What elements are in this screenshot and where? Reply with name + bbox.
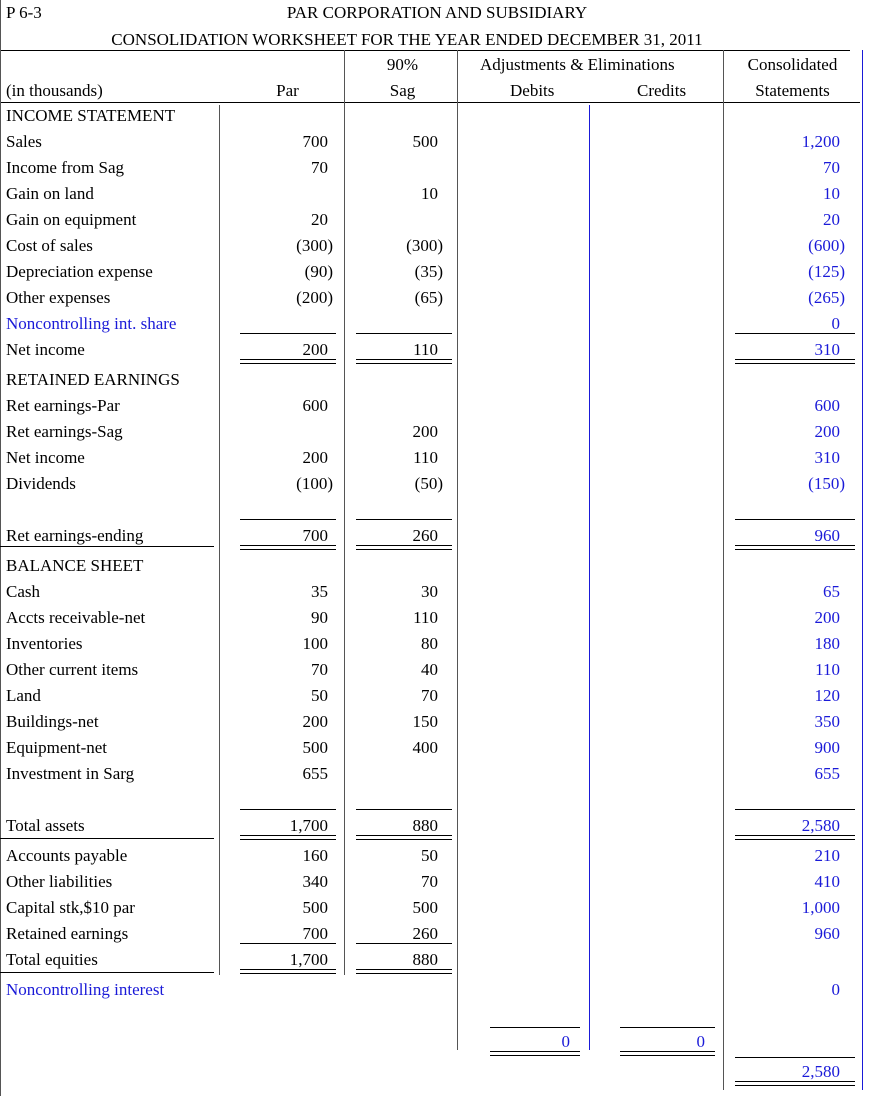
section-rule	[0, 546, 214, 547]
sag-value: 500	[412, 898, 438, 917]
par-value: 700	[302, 132, 328, 151]
section-rule	[0, 838, 214, 839]
row-label: Total assets	[6, 816, 85, 835]
section-income: INCOME STATEMENT	[6, 106, 176, 125]
cons-value: (150)	[808, 474, 845, 493]
sag-value: 70	[421, 686, 438, 705]
sag-value: (50)	[414, 474, 443, 493]
row-label: Cost of sales	[6, 236, 93, 255]
cons-value: (600)	[808, 236, 845, 255]
row-label: Net income	[6, 340, 85, 359]
total-rule	[735, 835, 855, 840]
par-value: 340	[302, 872, 328, 891]
cons-value: 210	[814, 846, 840, 865]
row-label: Accts receivable-net	[6, 608, 146, 627]
sag-value: 50	[421, 846, 438, 865]
col-label-header: (in thousands)	[6, 81, 103, 100]
sag-value: 40	[421, 660, 438, 679]
credits-subtotal-rule	[620, 1027, 715, 1028]
par-value: 500	[302, 898, 328, 917]
subtotal-rule	[735, 519, 855, 520]
debits-total: 0	[561, 1032, 570, 1051]
cons-value: 200	[814, 608, 840, 627]
sag-value: (65)	[414, 288, 443, 307]
sag-value: 110	[413, 448, 438, 467]
credits-total: 0	[696, 1032, 705, 1051]
sag-value: 880	[412, 816, 438, 835]
cons-value: 110	[815, 660, 840, 679]
subtotal-rule	[240, 519, 336, 520]
cons-value: 180	[814, 634, 840, 653]
sep-debits	[589, 105, 590, 1050]
row-label: Equipment-net	[6, 738, 108, 757]
par-value: 70	[311, 660, 328, 679]
par-value: 200	[302, 448, 328, 467]
column-header-rule	[0, 102, 860, 103]
par-value: 160	[302, 846, 328, 865]
sag-value: 70	[421, 872, 438, 891]
cons-grand-total-rule	[735, 1081, 855, 1086]
sep-par	[344, 50, 345, 975]
worksheet-title: CONSOLIDATION WORKSHEET FOR THE YEAR ENDED DECEMBER 31, 2011	[111, 30, 703, 49]
sag-value: 260	[412, 526, 438, 545]
sag-value: 110	[413, 340, 438, 359]
row-label: Total equities	[6, 950, 98, 969]
cons-value: 350	[814, 712, 840, 731]
problem-code: P 6-3	[6, 3, 42, 22]
cons-value: 0	[831, 314, 840, 333]
par-value: 1,700	[289, 816, 328, 835]
left-border	[0, 0, 1, 1096]
row-label: Inventories	[6, 634, 83, 653]
row-label: Ret earnings-Sag	[6, 422, 123, 441]
row-label: Retained earnings	[6, 924, 129, 943]
par-value: (100)	[296, 474, 333, 493]
cons-value: 120	[814, 686, 840, 705]
sep-cons	[862, 50, 863, 1090]
cons-value: 1,200	[801, 132, 840, 151]
row-label: Ret earnings-ending	[6, 526, 144, 545]
row-label: Noncontrolling interest	[6, 980, 165, 999]
col-sag-pct: 90%	[386, 55, 419, 74]
cons-value: 310	[814, 340, 840, 359]
subtotal-rule	[735, 333, 855, 334]
par-value: 90	[311, 608, 328, 627]
par-value: 20	[311, 210, 328, 229]
sag-value: 10	[421, 184, 438, 203]
col-cons-header-1: Consolidated	[747, 55, 838, 74]
row-label: Dividends	[6, 474, 76, 493]
row-label: Depreciation expense	[6, 262, 153, 281]
col-sag-header: Sag	[389, 81, 416, 100]
cons-value: (125)	[808, 262, 845, 281]
row-label: Other liabilities	[6, 872, 113, 891]
par-value: 700	[302, 924, 328, 943]
sag-value: 400	[412, 738, 438, 757]
sag-value: 500	[412, 132, 438, 151]
section-rule	[0, 972, 214, 973]
row-label: Noncontrolling int. share	[6, 314, 177, 333]
total-rule	[735, 359, 855, 364]
par-value: 70	[311, 158, 328, 177]
par-value: (90)	[304, 262, 333, 281]
par-value: (300)	[296, 236, 333, 255]
sag-value: 80	[421, 634, 438, 653]
cons-value: 70	[823, 158, 840, 177]
row-label: Capital stk,$10 par	[6, 898, 135, 917]
par-value: 35	[311, 582, 328, 601]
cons-value: 2,580	[801, 816, 840, 835]
par-value: 600	[302, 396, 328, 415]
cons-value: 20	[823, 210, 840, 229]
section-balance: BALANCE SHEET	[6, 556, 144, 575]
sag-value: 880	[412, 950, 438, 969]
sag-value: (35)	[414, 262, 443, 281]
row-label: Income from Sag	[6, 158, 125, 177]
col-cons-header-2: Statements	[755, 81, 830, 100]
cons-value: 1,000	[801, 898, 840, 917]
total-rule	[356, 835, 452, 840]
cons-value: 900	[814, 738, 840, 757]
row-label: Cash	[6, 582, 40, 601]
cons-value: 200	[814, 422, 840, 441]
subtotal-rule	[356, 519, 452, 520]
cons-value: 10	[823, 184, 840, 203]
row-label: Accounts payable	[6, 846, 128, 865]
subtotal-rule	[356, 809, 452, 810]
credits-total-rule	[620, 1051, 715, 1056]
par-value: 200	[302, 340, 328, 359]
total-rule	[735, 545, 855, 550]
sag-value: 110	[413, 608, 438, 627]
col-credits-header: Credits	[637, 81, 687, 100]
cons-value: (265)	[808, 288, 845, 307]
col-par-header: Par	[276, 81, 299, 100]
cons-value: 65	[823, 582, 840, 601]
sep-credits	[723, 50, 724, 1090]
cons-value: 960	[814, 526, 840, 545]
row-label: Gain on land	[6, 184, 94, 203]
total-rule	[240, 969, 336, 974]
subtotal-rule	[356, 333, 452, 334]
par-value: 700	[302, 526, 328, 545]
par-value: (200)	[296, 288, 333, 307]
subtotal-rule	[735, 809, 855, 810]
sag-value: 200	[412, 422, 438, 441]
par-value: 100	[302, 634, 328, 653]
subtotal-rule	[240, 809, 336, 810]
row-label: Other current items	[6, 660, 139, 679]
total-rule	[240, 359, 336, 364]
cons-value: 0	[831, 980, 840, 999]
debits-total-rule	[490, 1051, 580, 1056]
debits-subtotal-rule	[490, 1027, 580, 1028]
subtotal-rule	[240, 943, 336, 944]
col-adj-header: Adjustments & Eliminations	[480, 55, 675, 74]
sag-value: 30	[421, 582, 438, 601]
subtotal-rule	[356, 943, 452, 944]
row-label: Investment in Sarg	[6, 764, 135, 783]
total-rule	[356, 969, 452, 974]
cons-grand-rule	[735, 1057, 855, 1058]
row-label: Buildings-net	[6, 712, 99, 731]
section-retained: RETAINED EARNINGS	[6, 370, 180, 389]
total-rule	[356, 545, 452, 550]
row-label: Sales	[6, 132, 42, 151]
par-value: 1,700	[289, 950, 328, 969]
par-value: 200	[302, 712, 328, 731]
company-title: PAR CORPORATION AND SUBSIDIARY	[286, 3, 588, 22]
sag-value: (300)	[406, 236, 443, 255]
row-label: Other expenses	[6, 288, 111, 307]
row-label: Net income	[6, 448, 85, 467]
row-label: Land	[6, 686, 41, 705]
par-value: 655	[302, 764, 328, 783]
cons-value: 310	[814, 448, 840, 467]
cons-value: 655	[814, 764, 840, 783]
cons-grand-total: 2,580	[801, 1062, 840, 1081]
cons-value: 600	[814, 396, 840, 415]
col-debits-header: Debits	[510, 81, 555, 100]
total-rule	[240, 545, 336, 550]
cons-value: 410	[814, 872, 840, 891]
sag-value: 150	[412, 712, 438, 731]
total-rule	[240, 835, 336, 840]
total-rule	[356, 359, 452, 364]
par-value: 50	[311, 686, 328, 705]
sag-value: 260	[412, 924, 438, 943]
par-value: 500	[302, 738, 328, 757]
sep-label	[219, 105, 220, 975]
subtotal-rule	[240, 333, 336, 334]
cons-value: 960	[814, 924, 840, 943]
row-label: Ret earnings-Par	[6, 396, 120, 415]
sep-sag	[457, 50, 458, 1050]
row-label: Gain on equipment	[6, 210, 137, 229]
